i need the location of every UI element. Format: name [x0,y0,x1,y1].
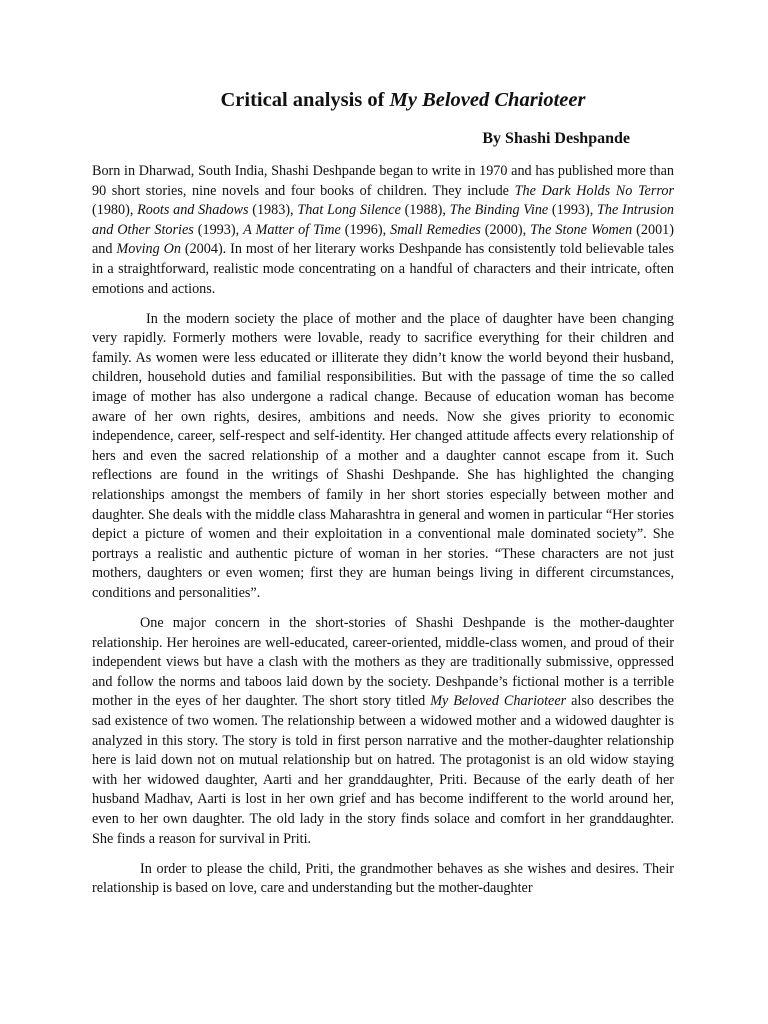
italic-title: The Stone Women [530,221,633,238]
italic-title: A Matter of Time [243,221,341,238]
paragraph-text: (2001) and [92,221,675,258]
italic-title: That Long Silence [297,202,401,219]
paragraph-text: (1993), [548,202,597,219]
title-italic: My Beloved Charioteer [389,89,586,111]
paragraph-text: (1993), [193,221,244,238]
paragraph [92,162,674,299]
paragraph [92,614,674,849]
author-byline: By Shashi Deshpande [482,130,630,147]
body-text [92,162,674,909]
paragraph-text: One major concern in the short-stories of Shashi Deshpande is the mother-daughter relationship. Her heroines are well-educated, career-oriented, middle-class women, and proud of their independent views but have a clash with the mothers as they are traditionally submissive, oppressed and follow the norms and taboos laid down by the society. Deshpande’s fictional mother is a terrible mother in the eyes of her daughter. The short story titled [92,615,674,710]
italic-title: The Binding Vine [449,202,549,219]
paragraph-text: (1980), [92,202,138,219]
paragraph-text: (2000), [480,221,531,238]
page-title [0,86,768,114]
paragraph-text: (1996), [340,221,391,238]
italic-title: The Dark Holds No Terror [514,182,674,199]
paragraph-text: also describes the sad existence of two women. The relationship between a widowed mother and a widowed daughter is analyzed in this story. The story is told in first person narrative and the mother-daughter relationship here is laid down not on mutual relationship but on hatred. The protagonist is an old widow staying with her widowed daughter, Aarti and her granddaughter, Priti. Because of the early death of her husband Madhav, Aarti is lost in her own grief and has become indifferent to the world around her, even to her own daughter. The old lady in the story finds solace and comfort in her granddaughter. She finds a reason for survival in Priti. [92,693,674,847]
paragraph-text: (2004). In most of her literary works Deshpande has consistently told believable tales in a straightforward, realistic mode concentrating on a handful of characters and their intricate, often emotions and actions. [92,241,674,297]
title-prefix: Critical analysis of [220,89,390,111]
italic-title: Moving On [116,241,181,258]
paragraph-text: Born in Dharwad, South India, Shashi Deshpande began to write in 1970 and has published more than 90 short stories, nine novels and four books of children. They include [92,163,674,199]
italic-title: Small Remedies [390,221,481,238]
italic-title: The Intrusion and Other Stories [92,202,675,238]
paragraph [92,860,674,899]
paragraph-text: (1983), [248,202,298,219]
paragraph-text: In the modern society the place of mother and the place of daughter have been changing very rapidly. Formerly mothers were lovable, ready to sacrifice everything for their children and family. As women were less educated or illiterate they didn’t know the world beyond their husband, children, household duties and familial responsibilities. But with the passage of time the so called image of mother has also undergone a radical change. Because of education woman has become aware of her own rights, desires, ambitions and needs. Now she gives priority to economic independence, career, self-respect and self-identity. Her changed attitude affects every relationship of hers and even the sacred relationship of a mother and a daughter cannot escape from it. Such reflections are found in the writings of Shashi Deshpande. She has highlighted the changing relationships amongst the members of family in her short stories especially between mother and daughter. She deals with the middle class Maharashtra in general and women in particular “Her stories depict a picture of women and their exploitation in a conventional male dominated society”. She portrays a realistic and authentic picture of woman in her stories. “These characters are not just mothers, daughters or even women; first they are human beings living in different circumstances, conditions and personalities”. [92,310,674,601]
paragraph-text: (1988), [400,202,450,219]
italic-title: Roots and Shadows [137,202,249,219]
paragraph-text: In order to please the child, Priti, the grandmother behaves as she wishes and desires. Their relationship is based on love, care and understanding but the mother-daughter [92,860,674,897]
paragraph [92,310,674,604]
italic-title: My Beloved Charioteer [430,693,567,710]
